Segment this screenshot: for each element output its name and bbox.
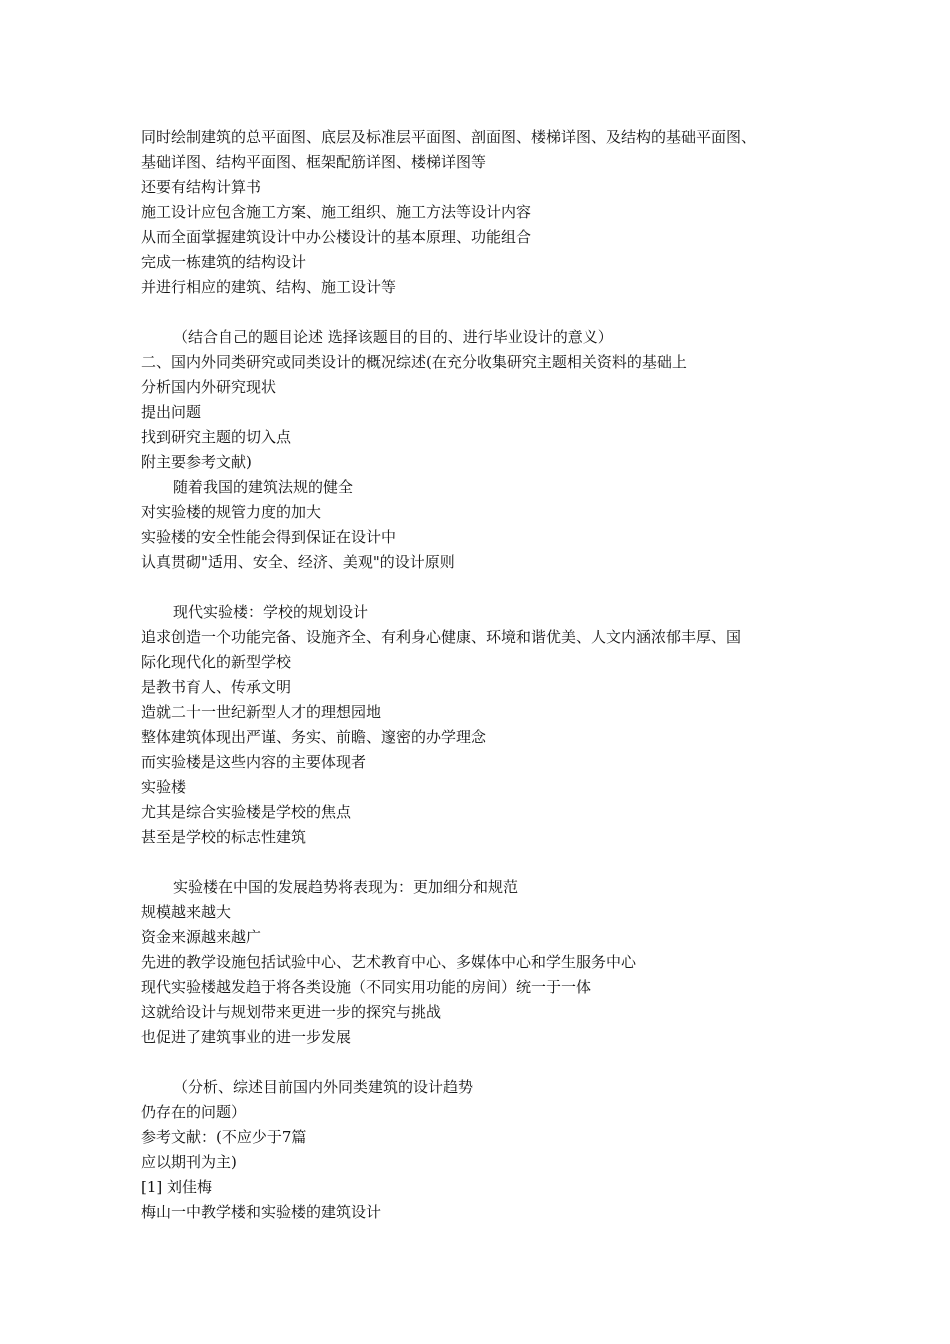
reference-entry: [1] 刘佳梅 [141,1178,213,1196]
text-line: 规模越来越大 [141,903,232,921]
text-line: 认真贯砌"适用、安全、经济、美观"的设计原则 [141,553,455,571]
text-line: 实验楼在中国的发展趋势将表现为：更加细分和规范 [173,878,519,896]
document-body [141,125,831,1225]
text-line: 甚至是学校的标志性建筑 [141,828,307,846]
text-line: 先进的教学设施包括试验中心、艺术教育中心、多媒体中心和学生服务中心 [141,953,637,971]
text-line: 完成一栋建筑的结构设计 [141,253,307,271]
text-line: 整体建筑体现出严谨、务实、前瞻、邃密的办学理念 [141,728,487,746]
text-line: 应以期刊为主) [141,1153,237,1171]
text-line: 并进行相应的建筑、结构、施工设计等 [141,278,397,296]
text-line: 实验楼 [141,778,187,796]
text-line: 造就二十一世纪新型人才的理想园地 [141,703,382,721]
text-line: 尤其是综合实验楼是学校的焦点 [141,803,352,821]
text-line: 同时绘制建筑的总平面图、底层及标准层平面图、剖面图、楼梯详图、及结构的基础平面图、 [141,128,757,146]
paragraph-gap [141,300,831,325]
text-line: 从而全面掌握建筑设计中办公楼设计的基本原理、功能组合 [141,228,532,246]
text-line: 现代实验楼：学校的规划设计 [173,603,369,621]
text-line: 而实验楼是这些内容的主要体现者 [141,753,367,771]
text-line: 分析国内外研究现状 [141,378,277,396]
text-line: 找到研究主题的切入点 [141,428,292,446]
text-line: 际化现代化的新型学校 [141,653,292,671]
paragraph-gap [141,575,831,600]
text-line: 资金来源越来越广 [141,928,262,946]
text-line: （分析、综述目前国内外同类建筑的设计趋势 [173,1078,474,1096]
references-heading: 参考文献：(不应少于7篇 [141,1128,307,1146]
text-line: 是教书育人、传承文明 [141,678,292,696]
text-line: 提出问题 [141,403,202,421]
text-line: 基础详图、结构平面图、框架配筋详图、楼梯详图等 [141,153,487,171]
text-line: 这就给设计与规划带来更进一步的探究与挑战 [141,1003,442,1021]
text-line: 也促进了建筑事业的进一步发展 [141,1028,352,1046]
text-line: 还要有结构计算书 [141,178,262,196]
text-line: 附主要参考文献) [141,453,252,471]
paragraph-gap [141,1050,831,1075]
text-line: 追求创造一个功能完备、设施齐全、有利身心健康、环境和谐优美、人文内涵浓郁丰厚、国 [141,628,742,646]
text-line: 对实验楼的规管力度的加大 [141,503,322,521]
reference-entry: 梅山一中教学楼和实验楼的建筑设计 [141,1203,382,1221]
text-line: 仍存在的问题） [141,1103,247,1121]
text-line: 施工设计应包含施工方案、施工组织、施工方法等设计内容 [141,203,532,221]
text-line: 现代实验楼越发趋于将各类设施（不同实用功能的房间）统一于一体 [141,978,592,996]
text-line: 随着我国的建筑法规的健全 [173,478,354,496]
text-line: （结合自己的题目论述 选择该题目的目的、进行毕业设计的意义） [173,328,613,346]
text-line: 实验楼的安全性能会得到保证在设计中 [141,528,397,546]
section-heading: 二、国内外同类研究或同类设计的概况综述(在充分收集研究主题相关资料的基础上 [141,353,687,371]
paragraph-gap [141,850,831,875]
